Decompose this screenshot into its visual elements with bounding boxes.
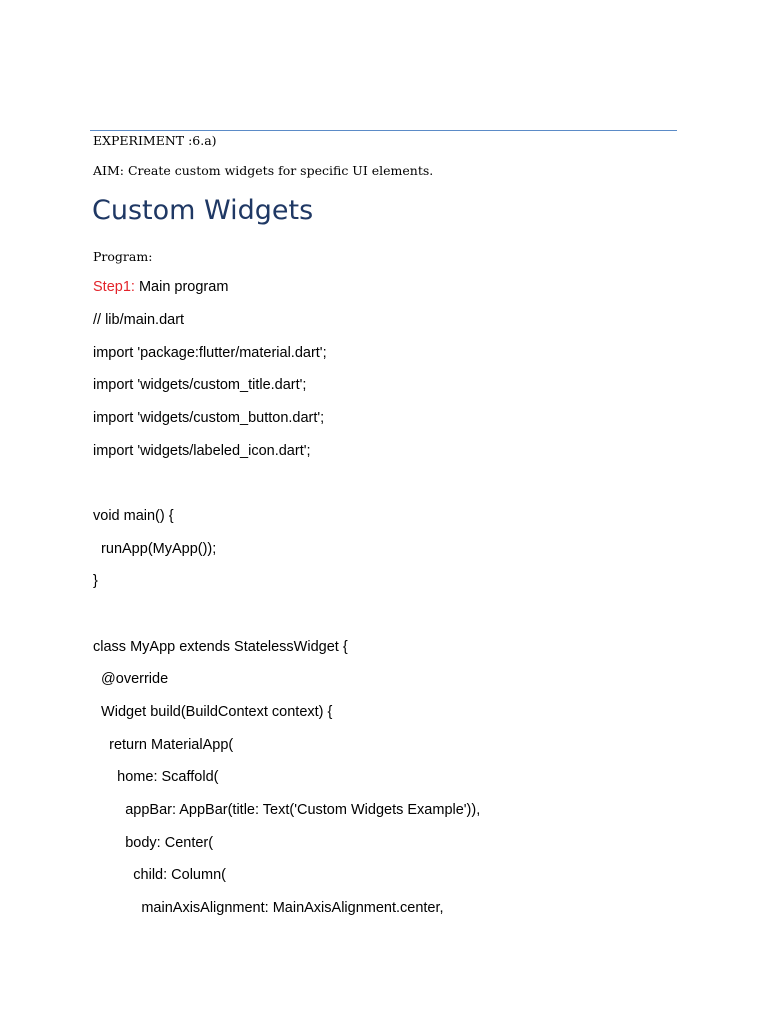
code-line: import 'package:flutter/material.dart';: [93, 345, 327, 361]
code-line: home: Scaffold(: [93, 769, 219, 785]
program-label: Program:: [93, 249, 153, 264]
code-line: appBar: AppBar(title: Text('Custom Widgets Example')),: [93, 802, 481, 818]
code-line: Widget build(BuildContext context) {: [93, 704, 333, 720]
code-line: import 'widgets/custom_button.dart';: [93, 410, 325, 426]
code-line: return MaterialApp(: [93, 737, 234, 753]
code-line: import 'widgets/labeled_icon.dart';: [93, 443, 311, 459]
experiment-label: EXPERIMENT :6.a): [93, 133, 217, 148]
header-rule: [90, 130, 677, 131]
page-title: Custom Widgets: [92, 195, 314, 226]
code-line: import 'widgets/custom_title.dart';: [93, 377, 307, 393]
code-line: void main() {: [93, 508, 174, 524]
step-prefix: Step1:: [93, 279, 135, 295]
step-line: [93, 278, 228, 296]
code-line: mainAxisAlignment: MainAxisAlignment.center,: [93, 900, 444, 916]
code-line: body: Center(: [93, 835, 214, 851]
code-line: child: Column(: [93, 867, 226, 883]
aim-statement: AIM: Create custom widgets for specific UI elements.: [93, 163, 434, 178]
code-line: }: [93, 573, 98, 589]
step-text: Main program: [134, 279, 229, 295]
code-line: class MyApp extends StatelessWidget {: [93, 639, 348, 655]
code-line: // lib/main.dart: [93, 312, 185, 328]
code-line: @override: [93, 671, 169, 687]
code-line: runApp(MyApp());: [93, 541, 217, 557]
